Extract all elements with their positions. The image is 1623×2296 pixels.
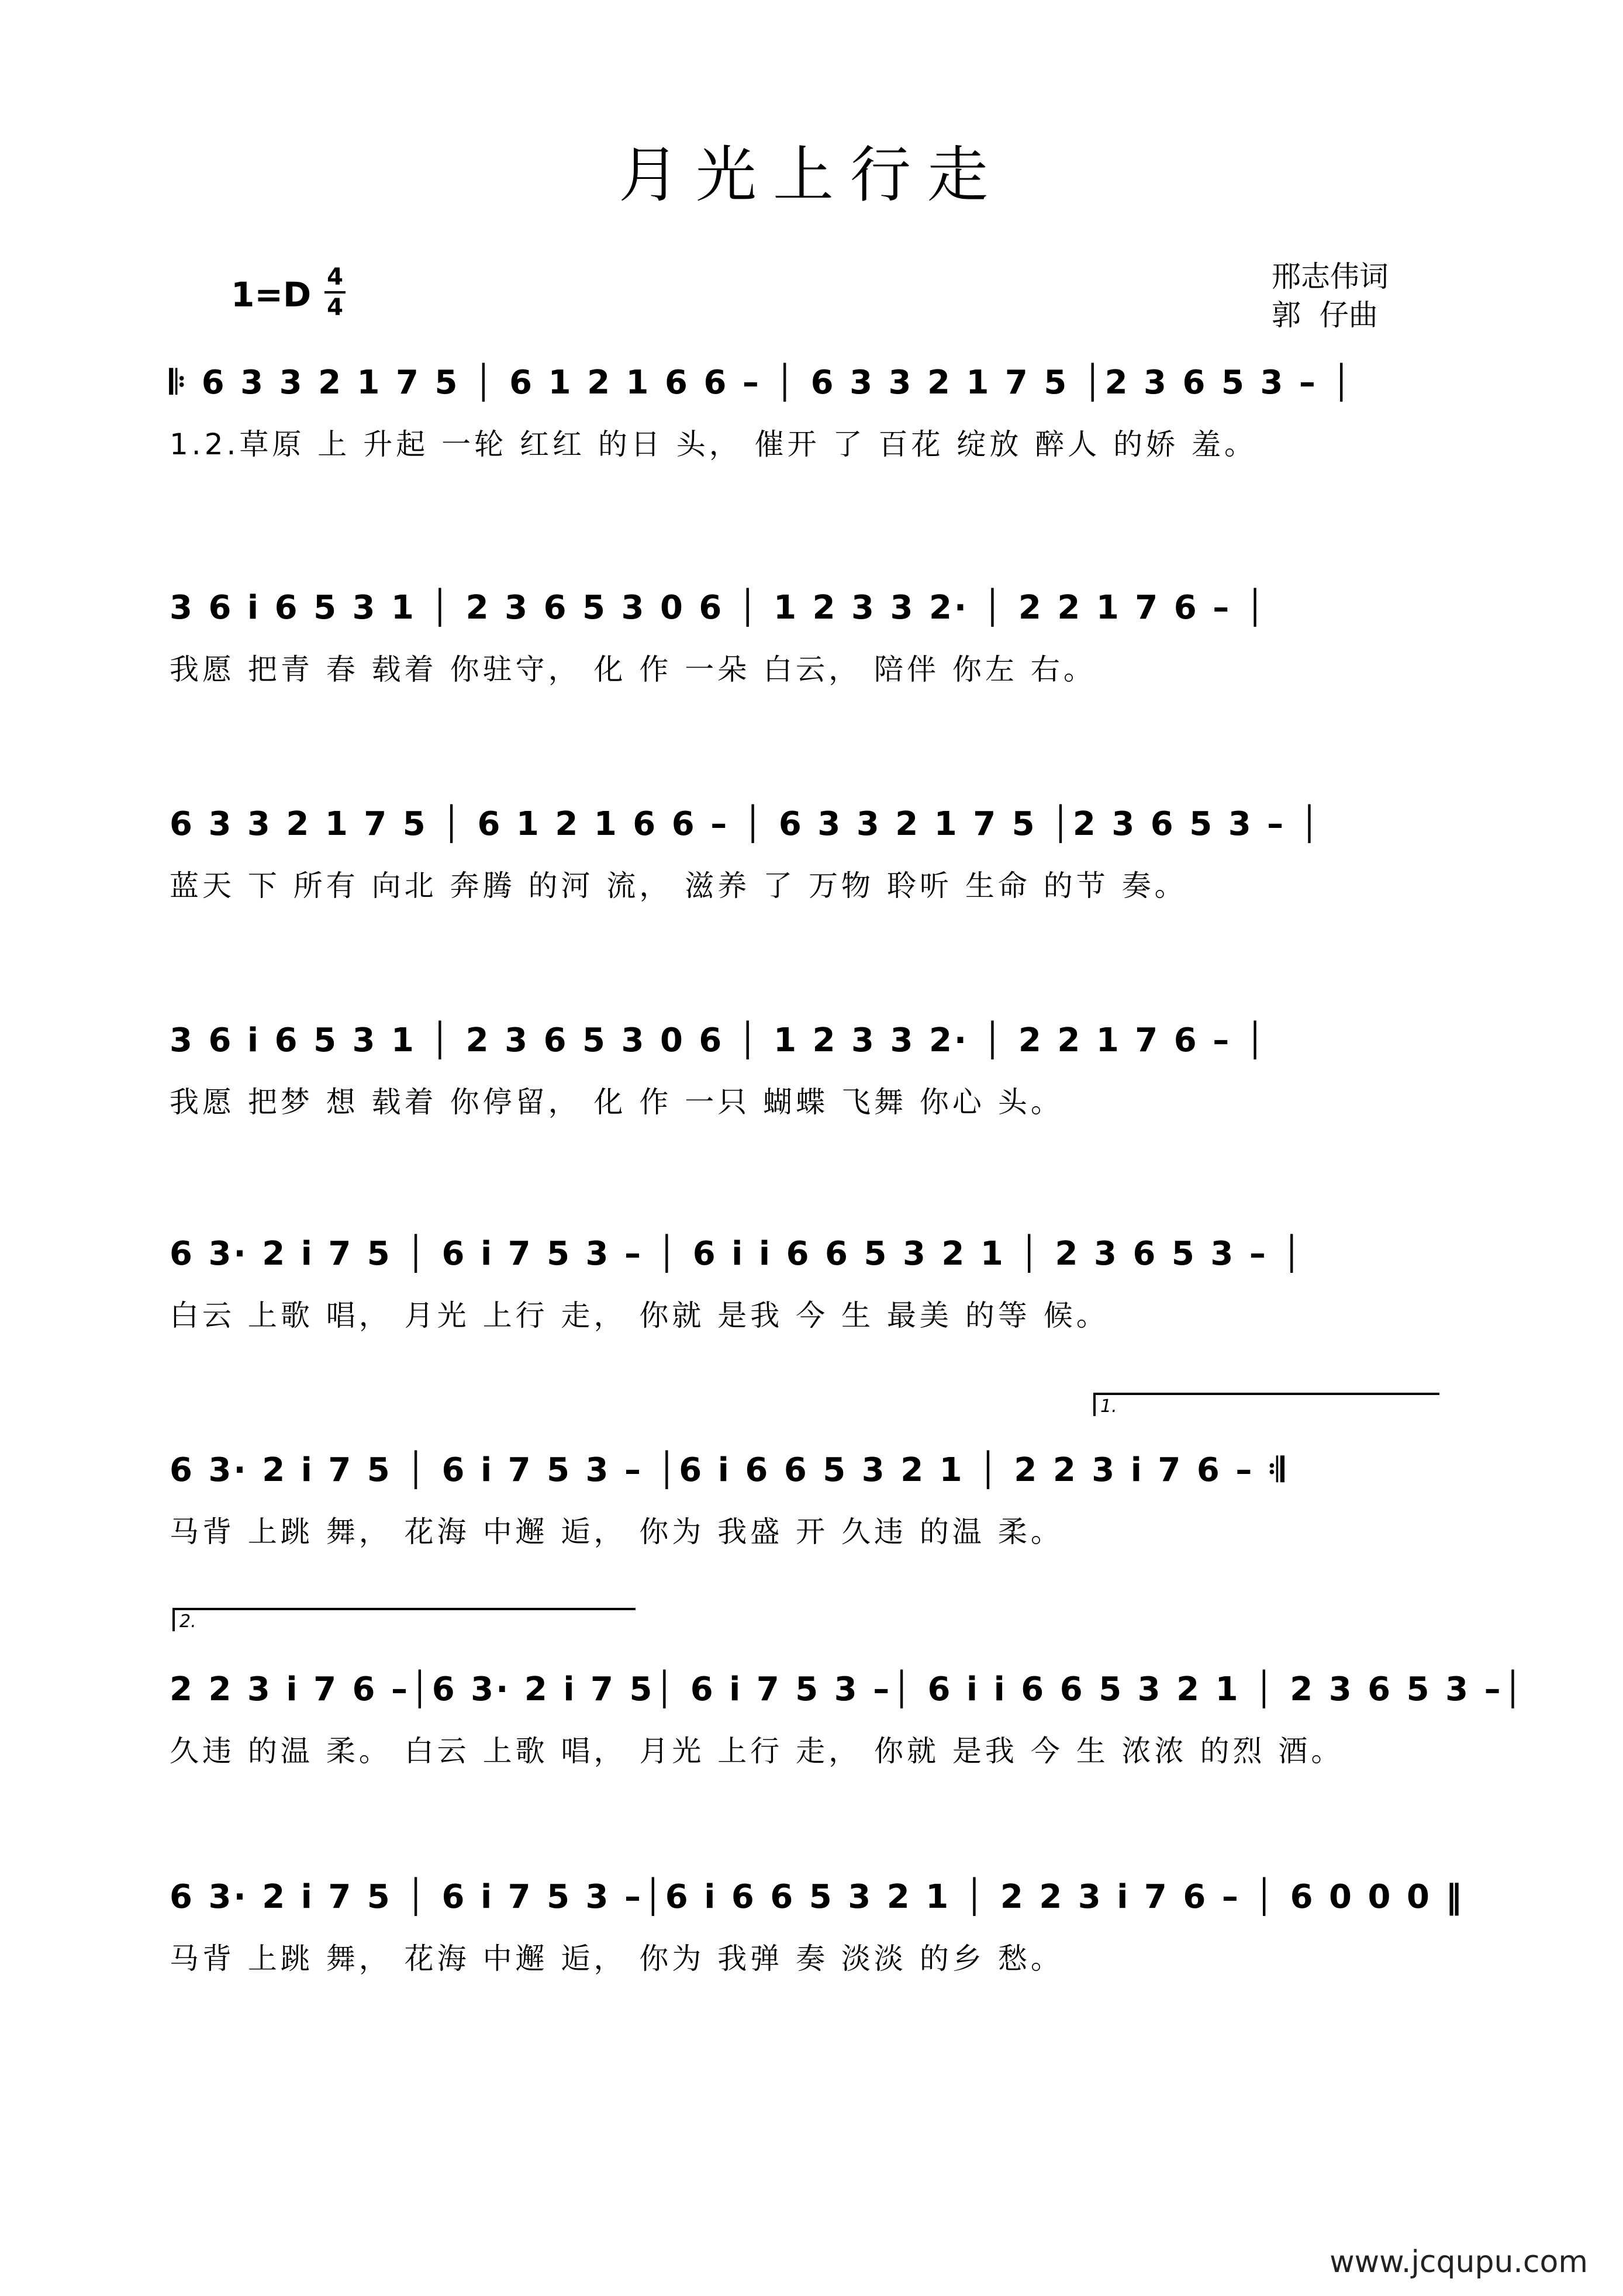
lyrics-line: 蓝天 下 所有 向北 奔腾 的河 流， 滋养 了 万物 聆听 生命 的节 奏。 [170,869,1187,903]
lyrics-line: 我愿 把梦 想 载着 你停留， 化 作 一只 蝴蝶 飞舞 你心 头。 [170,1085,1063,1119]
score-system-5 [0,1228,1623,1421]
volta-bracket-2: 2. [172,1608,636,1631]
notation-line: 3 6 i 6 5 3 1 │ 2 3 6 5 3 0 6 │ 1 2 3 3 2· │ 2 2 1 7 6 – │ [170,1021,1268,1059]
volta-bracket-1: 1. [1093,1393,1439,1416]
lyrics-line: 马背 上跳 舞， 花海 中邂 逅， 你为 我盛 开 久违 的温 柔。 [170,1515,1063,1549]
song-title: 月光上行走 [618,139,1004,210]
lyrics-line: 1.2.草原 上 升起 一轮 红红 的日 头， 催开 了 百花 绽放 醉人 的娇 羞。 [170,427,1258,461]
lyrics-line: 白云 上歌 唱， 月光 上行 走， 你就 是我 今 生 最美 的等 候。 [170,1299,1109,1332]
lyrics-line: 久违 的温 柔。 白云 上歌 唱， 月光 上行 走， 你就 是我 今 生 浓浓 的烈 酒。 [170,1734,1344,1768]
time-signature-top: 4 [327,264,343,291]
watermark: www.jcqupu.com [1330,2245,1588,2280]
notation-line: 2 2 3 i 7 6 –│6 3· 2 i 7 5│ 6 i 7 5 3 –│ 6 i i 6 6 5 3 2 1 │ 2 3 6 5 3 –│ [170,1670,1525,1708]
composer-credit: 郭 仔曲 [1272,298,1378,332]
notation-line: 6 3· 2 i 7 5 │ 6 i 7 5 3 –│6 i 6 6 5 3 2 1 │ 2 2 3 i 7 6 – │ 6 0 0 0 ‖ [170,1878,1465,1916]
score-system-7 [0,1611,1623,1856]
lyrics-line: 马背 上跳 舞， 花海 中邂 逅， 你为 我弹 奏 淡淡 的乡 愁。 [170,1942,1063,1976]
credits [1272,257,1389,334]
lyrics-line: 我愿 把青 春 载着 你驻守， 化 作 一朵 白云， 陪伴 你左 右。 [170,652,1096,686]
score-system-2 [0,582,1623,775]
score-system-4 [0,1014,1623,1207]
notation-line: 6 3· 2 i 7 5 │ 6 i 7 5 3 – │ 6 i i 6 6 5 3 2 1 │ 2 3 6 5 3 – │ [170,1235,1304,1273]
notation-line: 3 6 i 6 5 3 1 │ 2 3 6 5 3 0 6 │ 1 2 3 3 2· │ 2 2 1 7 6 – │ [170,589,1268,627]
score-system-1 [0,357,1623,550]
time-signature-bottom: 4 [327,294,343,321]
notation-line: 6 3 3 2 1 7 5 │ 6 1 2 1 6 6 – │ 6 3 3 2 1 7 5 │2 3 6 5 3 – │ [170,805,1322,843]
notation-line: 𝄆 6 3 3 2 1 7 5 │ 6 1 2 1 6 6 – │ 6 3 3 2 1 7 5 │2 3 6 5 3 – │ [170,364,1354,402]
score-system-8 [0,1871,1623,2064]
notation-line: 6 3· 2 i 7 5 │ 6 i 7 5 3 – │6 i 6 6 5 3 2 1 │ 2 2 3 i 7 6 – 𝄇 [170,1451,1287,1489]
time-signature [324,264,346,320]
score-system-3 [0,798,1623,991]
time-signature-divider [324,291,346,294]
lyricist-credit: 邢志伟词 [1272,260,1389,294]
key-signature: 1=D [231,275,312,315]
